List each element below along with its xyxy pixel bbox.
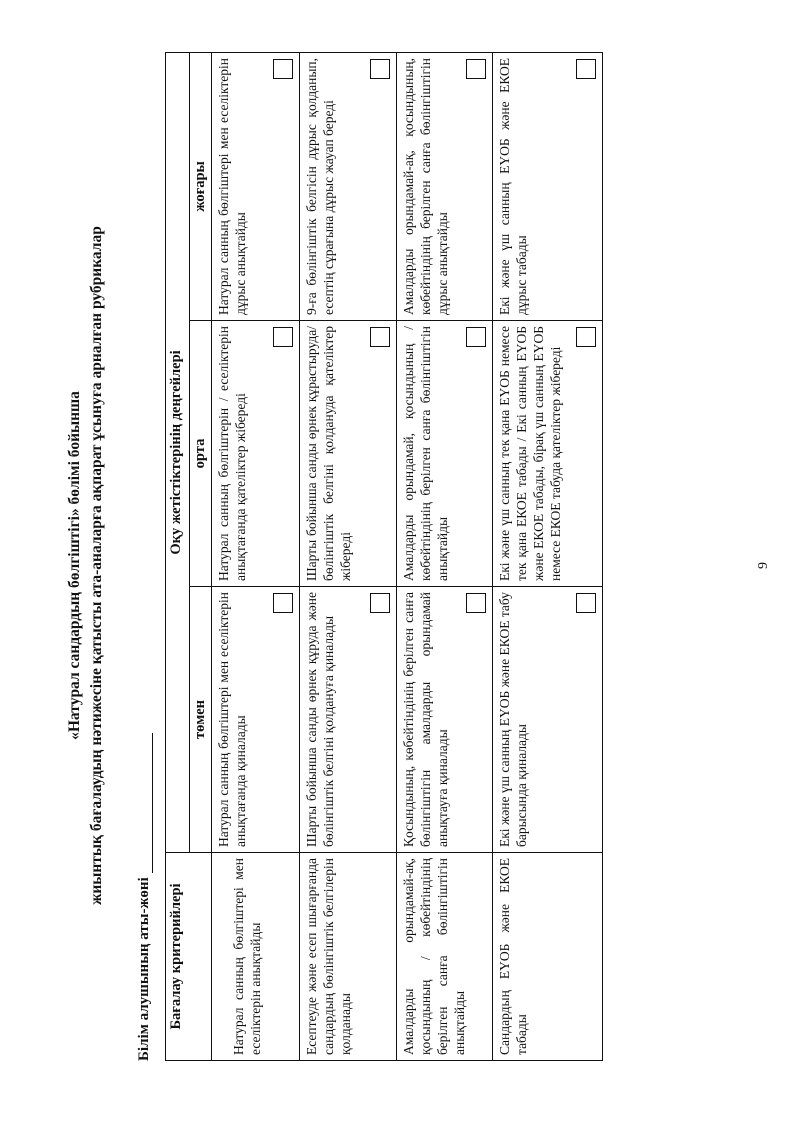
level-high-text: Екі және үш санның ЕҮОБ және ЕКОЕ дұрыс табады [497, 57, 529, 315]
page-number: 9 [756, 562, 771, 569]
header-criteria: Бағалау критерийлері [166, 853, 212, 1061]
level-high-text: 9-ға бөлінгіштік белгісін дұрыс қолданып, есептің сұрағына дұрыс жауап береді [304, 57, 336, 315]
level-high-cell [397, 52, 493, 320]
level-mid-text: Натурал санның бөлгіштерін / еселіктерін анықтағанда қателіктер жібереді [216, 326, 248, 581]
level-mid-text: Екі және үш санның тек қана ЕҮОБ немесе тек қана ЕКОЕ табады / Екі санның ЕҮОБ және ЕКОЕ табады, бірақ үш санның ЕҮОБ немесе ЕКОЕ табуда қателіктер жібереді [497, 326, 563, 581]
table-row [493, 52, 603, 1060]
level-mid-cell [212, 321, 300, 587]
level-low-text: Шарты бойынша санды өрнек құруда және бөлінгіштік белгіні қолдануға қиналады [304, 592, 336, 847]
level-mid-cell [300, 321, 397, 587]
criterion-cell: Сандардың ЕҮОБ және ЕКОЕ табады [493, 853, 603, 1061]
checkbox[interactable] [576, 593, 596, 613]
table-row [397, 52, 493, 1060]
checkbox[interactable] [370, 593, 390, 613]
level-high-cell [300, 52, 397, 320]
checkbox[interactable] [273, 59, 293, 79]
student-name-label: Білім алушының аты-жөні [136, 877, 152, 1061]
header-levels: Оқу жетістіктерінің деңгейлері [166, 52, 190, 852]
checkbox[interactable] [466, 59, 486, 79]
header-level-high: жоғары [190, 52, 212, 320]
checkbox[interactable] [466, 327, 486, 347]
level-low-cell [397, 587, 493, 853]
criterion-cell: Амалдарды орындамай-ақ, қосындының / көбейтіндінің берілген санға бөлінгіштігін анықтайды [397, 853, 493, 1061]
level-high-cell [212, 52, 300, 320]
level-low-cell [212, 587, 300, 853]
header-level-mid: орта [190, 321, 212, 587]
level-mid-text: Шарты бойынша санды өрнек құрастыруда/бөлінгіштік белгіні қолдануда қателіктер жібереді [304, 326, 353, 581]
header-level-low: төмен [190, 587, 212, 853]
level-low-text: Екі және үш санның ЕҮОБ және ЕКОЕ табу барысында қиналады [497, 592, 529, 847]
level-mid-cell [493, 321, 603, 587]
checkbox[interactable] [576, 327, 596, 347]
level-high-text: Амалдарды орындамай-ақ, қосындының, көбейтіндінің берілген санға бөлінгіштігін дұрыс анықтайды [401, 57, 450, 315]
checkbox[interactable] [273, 327, 293, 347]
table-row [300, 52, 397, 1060]
level-low-cell [300, 587, 397, 853]
level-high-cell [493, 52, 603, 320]
level-mid-cell [397, 321, 493, 587]
checkbox[interactable] [370, 59, 390, 79]
level-mid-text: Амалдарды орындамай, қосындының / көбейтіндінің берілген санға бөлінгіштігін анықтайды [401, 326, 450, 581]
student-name-line[interactable] [138, 733, 153, 873]
rubric-table [165, 52, 603, 1061]
checkbox[interactable] [370, 327, 390, 347]
level-high-text: Натурал санның бөлгіштері мен еселіктерін дұрыс анықтайды [216, 57, 248, 315]
table-row [212, 52, 300, 1060]
checkbox[interactable] [466, 593, 486, 613]
level-low-text: Натурал санның бөлгіштері мен еселіктерін анықтағанда қиналады [216, 592, 248, 847]
criterion-cell: Натурал санның бөлгіштері мен еселіктерін анықтайды [212, 853, 300, 1061]
level-low-text: Қосындының, көбейтіндінің берілген санға бөлінгіштігін амалдарды орындамай анықтауға қиналады [401, 592, 450, 847]
title-line-2: жиынтық бағалаудың нәтижесіне қатысты ата-аналарға ақпарат ұсынуға арналған рубрикалар [88, 226, 105, 905]
level-low-cell [493, 587, 603, 853]
checkbox[interactable] [576, 59, 596, 79]
criterion-cell: Есептеуде және есеп шығарғанда сандардың бөлінгіштік белгілерін қолданады [300, 853, 397, 1061]
checkbox[interactable] [273, 593, 293, 613]
title-line-1: «Натурал сандардың бөлгіштігі» бөлімі бойынша [66, 391, 83, 740]
student-name-field [136, 733, 153, 1061]
